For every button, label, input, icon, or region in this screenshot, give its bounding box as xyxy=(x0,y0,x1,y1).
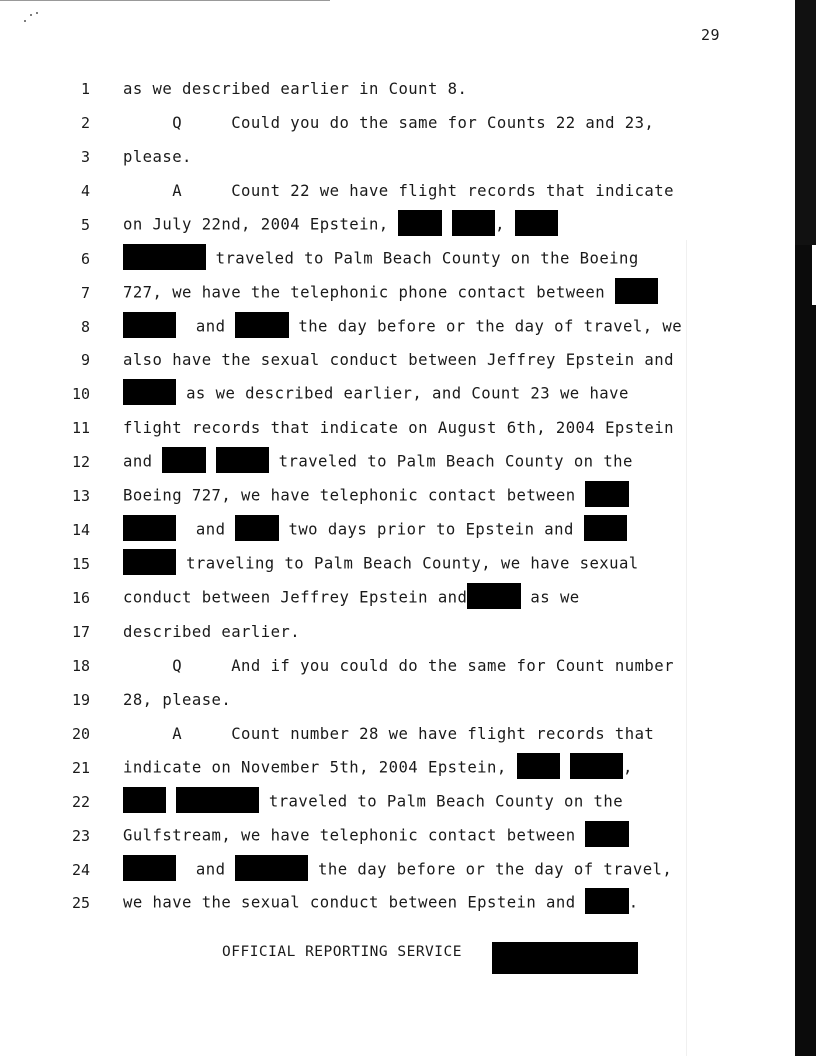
line-number: 24 xyxy=(71,860,90,879)
redaction-box xyxy=(452,210,495,236)
line-text-segment: we have the sexual conduct between Epstein and xyxy=(123,893,586,912)
scan-edge-bar-top xyxy=(795,0,816,245)
line-text-segment: Q And if you could do the same for Count number xyxy=(123,656,674,675)
line-text xyxy=(123,451,730,473)
transcript-body xyxy=(0,72,790,920)
line-text-segment: 28, please. xyxy=(123,690,232,709)
line-number: 16 xyxy=(71,589,90,608)
redaction-box xyxy=(123,312,176,338)
transcript-line xyxy=(0,276,790,310)
redaction-box xyxy=(123,549,176,575)
redaction-box xyxy=(235,312,288,338)
transcript-line xyxy=(0,513,790,547)
line-text xyxy=(123,113,730,133)
line-text xyxy=(123,485,730,507)
line-text-segment: please. xyxy=(123,147,192,166)
redaction-box xyxy=(585,821,628,847)
redaction-box xyxy=(216,447,269,473)
line-text xyxy=(123,587,730,609)
line-text xyxy=(123,79,730,99)
line-text xyxy=(123,316,730,338)
transcript-line xyxy=(0,106,790,140)
redaction-box xyxy=(584,515,627,541)
line-number: 14 xyxy=(71,521,90,540)
transcript-line xyxy=(0,581,790,615)
line-number: 12 xyxy=(71,453,90,472)
line-number: 21 xyxy=(71,758,90,777)
transcript-line xyxy=(0,140,790,174)
scan-speck xyxy=(36,12,38,14)
redaction-box xyxy=(615,278,658,304)
line-text-segment: conduct between Jeffrey Epstein and xyxy=(123,588,468,607)
scan-edge-gap xyxy=(812,245,816,305)
line-text-segment: and xyxy=(176,520,236,539)
transcript-line xyxy=(0,785,790,819)
transcript-line xyxy=(0,174,790,208)
line-text-segment: as we xyxy=(520,588,580,607)
line-text-segment xyxy=(442,215,452,233)
line-text xyxy=(123,724,730,744)
line-number: 20 xyxy=(71,724,90,743)
transcript-line xyxy=(0,208,790,242)
line-number: 8 xyxy=(80,317,90,336)
line-text xyxy=(123,214,730,236)
line-text-segment: and xyxy=(176,860,236,879)
redaction-box xyxy=(235,515,278,541)
line-text xyxy=(123,656,730,676)
transcript-line xyxy=(0,615,790,649)
line-text-segment: traveled to Palm Beach County on the xyxy=(259,792,624,811)
redaction-box xyxy=(585,481,628,507)
redaction-box xyxy=(123,244,206,270)
line-text xyxy=(123,859,730,881)
transcript-line xyxy=(0,445,790,479)
redaction-box xyxy=(123,515,176,541)
transcript-line xyxy=(0,649,790,683)
redaction-box xyxy=(123,379,176,405)
line-number: 25 xyxy=(71,894,90,913)
line-text-segment: , xyxy=(623,758,633,777)
line-text-segment: flight records that indicate on August 6th, 2004 Epstein xyxy=(123,419,674,438)
transcript-line xyxy=(0,310,790,344)
line-number: 22 xyxy=(71,792,90,811)
line-text xyxy=(123,553,730,575)
line-text xyxy=(123,791,730,813)
scan-speck xyxy=(30,14,32,16)
line-text-segment: Boeing 727, we have telephonic contact between xyxy=(123,486,586,505)
line-text-segment: A Count number 28 we have flight records that xyxy=(123,724,655,743)
line-number: 11 xyxy=(71,419,90,438)
line-text xyxy=(123,350,730,370)
transcript-line xyxy=(0,751,790,785)
page-number: 29 xyxy=(700,26,720,44)
line-text xyxy=(123,825,730,847)
redaction-box xyxy=(467,583,520,609)
line-text xyxy=(123,248,730,270)
line-number: 18 xyxy=(71,656,90,675)
line-text xyxy=(123,690,730,710)
line-number: 9 xyxy=(80,351,90,370)
line-text xyxy=(123,622,730,642)
line-text-segment: traveling to Palm Beach County, we have sexual xyxy=(176,554,639,573)
line-number: 6 xyxy=(80,249,90,268)
transcript-line xyxy=(0,717,790,751)
line-text-segment: the day before or the day of travel, xyxy=(308,860,673,879)
scan-top-edge xyxy=(0,0,330,1)
line-text-segment: the day before or the day of travel, we xyxy=(288,317,683,336)
footer-label: OFFICIAL REPORTING SERVICE xyxy=(222,944,462,960)
line-number: 2 xyxy=(80,113,90,132)
transcript-line xyxy=(0,479,790,513)
redaction-box xyxy=(515,210,558,236)
line-text-segment: traveled to Palm Beach County on the xyxy=(268,452,633,471)
line-text-segment: Q Could you do the same for Counts 22 and 23, xyxy=(123,113,655,132)
line-text-segment xyxy=(560,758,570,776)
line-text xyxy=(123,757,730,779)
line-number: 7 xyxy=(80,283,90,302)
line-text-segment: two days prior to Epstein and xyxy=(278,520,584,539)
line-text-segment xyxy=(206,453,216,471)
line-text-segment: indicate on November 5th, 2004 Epstein, xyxy=(123,758,517,777)
transcript-line xyxy=(0,853,790,887)
footer-redaction-box xyxy=(492,942,638,974)
transcript-line xyxy=(0,377,790,411)
transcript-line xyxy=(0,72,790,106)
redaction-box xyxy=(517,753,560,779)
line-number: 19 xyxy=(71,690,90,709)
line-text-segment: and xyxy=(176,317,236,336)
line-text-segment: 727, we have the telephonic phone contact between xyxy=(123,283,615,302)
line-number: 5 xyxy=(80,215,90,234)
redaction-box xyxy=(585,888,628,914)
line-text-segment: also have the sexual conduct between Jeffrey Epstein and xyxy=(123,351,674,370)
line-text-segment: Gulfstream, we have telephonic contact between xyxy=(123,826,586,845)
transcript-line xyxy=(0,411,790,445)
line-text xyxy=(123,181,730,201)
line-text xyxy=(123,383,730,405)
redaction-box xyxy=(398,210,441,236)
line-text-segment: as we described earlier, and Count 23 we have xyxy=(176,384,629,403)
redaction-box xyxy=(570,753,623,779)
line-text xyxy=(123,519,730,541)
line-number: 23 xyxy=(71,826,90,845)
line-text-segment: traveled to Palm Beach County on the Boeing xyxy=(205,249,639,268)
transcript-line xyxy=(0,683,790,717)
line-text-segment: on July 22nd, 2004 Epstein, xyxy=(123,215,399,234)
line-text-segment: as we described earlier in Count 8. xyxy=(123,79,468,98)
redaction-box xyxy=(162,447,205,473)
line-number: 17 xyxy=(71,622,90,641)
transcript-line xyxy=(0,242,790,276)
line-number: 1 xyxy=(80,79,90,98)
line-text xyxy=(123,282,730,304)
redaction-box xyxy=(123,787,166,813)
line-text-segment: and xyxy=(123,452,163,471)
line-number: 10 xyxy=(71,385,90,404)
line-text xyxy=(123,892,730,914)
line-text-segment: A Count 22 we have flight records that indicate xyxy=(123,181,674,200)
transcript-line xyxy=(0,819,790,853)
line-number: 4 xyxy=(80,181,90,200)
line-number: 13 xyxy=(71,487,90,506)
line-number: 15 xyxy=(71,555,90,574)
scan-speck xyxy=(24,20,26,22)
transcript-line xyxy=(0,887,790,921)
line-text xyxy=(123,147,730,167)
redaction-box xyxy=(235,855,308,881)
transcript-line xyxy=(0,547,790,581)
line-text-segment: . xyxy=(628,893,639,912)
transcript-line xyxy=(0,344,790,378)
line-text-segment xyxy=(166,792,176,810)
line-text-segment: , xyxy=(495,215,515,234)
line-number: 3 xyxy=(80,147,90,166)
redaction-box xyxy=(176,787,259,813)
redaction-box xyxy=(123,855,176,881)
line-text-segment: described earlier. xyxy=(123,622,301,641)
line-text xyxy=(123,418,730,438)
